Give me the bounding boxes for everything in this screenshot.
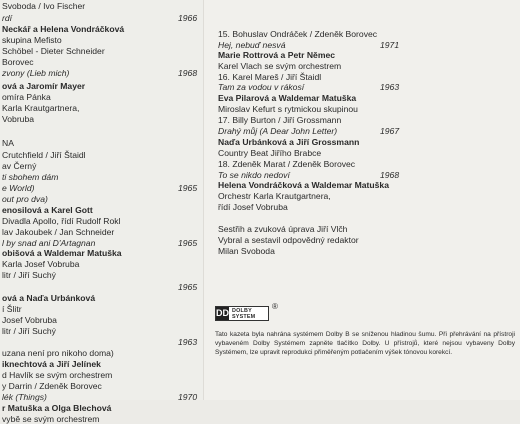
left-track-line: lav Jakoubek / Jan Schneider: [2, 227, 115, 237]
left-year-label: 1965: [178, 282, 198, 292]
dolby-logo: [215, 306, 269, 321]
left-track-line: Borovec: [2, 57, 34, 67]
right-year-label: 1971: [380, 40, 400, 50]
left-year-label: 1963: [178, 337, 198, 347]
left-track-line: omíra Pánka: [2, 92, 51, 102]
left-track-line: zvony (Lieb mich): [2, 68, 70, 78]
left-track-line: Vobruba: [2, 114, 35, 124]
left-track-line: e World): [2, 183, 35, 193]
left-year-label: 1968: [178, 68, 198, 78]
left-panel: [0, 0, 204, 424]
right-track-line: Milan Svoboda: [218, 246, 275, 256]
right-year-label: 1968: [380, 170, 400, 180]
dolby-note: Tato kazeta byla nahrána systémem Dolby B se sníženou hladinou šumu. Při přehrávání na přístroji vybaveném Dolby Systémem zapněte tlačítko Dolby. U přístrojů, které nejsou vybaveny Dolby Systémem, lze upravit reprodukci přiměřeným potlačením výšek tónovou korekcí.: [215, 331, 515, 356]
left-track-line: enosilová a Karel Gott: [2, 205, 93, 215]
right-track-line: 15. Bohuslav Ondráček / Zdeněk Borovec: [218, 29, 378, 39]
left-year-label: 1965: [178, 238, 198, 248]
left-track-line: iknechtová a Jiří Jelínek: [2, 359, 101, 369]
left-track-line: Karla Josef Vobruba: [2, 259, 80, 269]
left-track-line: í Šlitr: [2, 304, 22, 314]
left-track-line: rdí: [2, 13, 13, 23]
left-track-line: Neckář a Helena Vondráčková: [2, 24, 125, 34]
right-track-line: Sestřih a zvuková úprava Jiří Vlčh: [218, 224, 348, 234]
right-year-label: 1967: [380, 126, 400, 136]
left-track-line: ti sbohem dám: [2, 172, 59, 182]
left-track-line: uzana není pro nikoho doma): [2, 348, 114, 358]
right-track-line: Marie Rottrová a Petr Němec: [218, 50, 336, 60]
right-year-label: 1963: [380, 82, 400, 92]
left-track-line: Divadla Apollo, řídí Rudolf Rokl: [2, 216, 121, 226]
left-track-line: r Matuška a Olga Blechová: [2, 403, 112, 413]
left-track-line: litr / Jiří Suchý: [2, 326, 56, 336]
left-year-label: 1966: [178, 13, 198, 23]
right-track-line: Country Beat Jiřího Brabce: [218, 148, 322, 158]
right-track-line: Drahý můj (A Dear John Letter): [218, 126, 338, 136]
right-track-line: Hej, nebuď nesvá: [218, 40, 286, 50]
right-track-line: Vybral a sestavil odpovědný redaktor: [218, 235, 359, 245]
right-track-line: Naďa Urbánková a Jiří Grossmann: [218, 137, 360, 147]
left-track-line: Crutchfield / Jiří Štaidl: [2, 150, 86, 160]
left-track-line: Schöbel - Dieter Schneider: [2, 46, 105, 56]
left-track-line: Josef Vobruba: [2, 315, 57, 325]
right-track-line: Tam za vodou v rákosí: [218, 82, 305, 92]
left-track-line: av Černý: [2, 161, 37, 171]
dolby-double-d-icon: DD: [216, 308, 229, 318]
left-track-line: obišová a Waldemar Matuška: [2, 248, 122, 258]
left-track-line: y Darrin / Zdeněk Borovec: [2, 381, 102, 391]
right-track-line: Eva Pilarová a Waldemar Matuška: [218, 93, 357, 103]
right-track-line: 16. Karel Mareš / Jiří Štaidl: [218, 72, 322, 82]
right-track-line: Karel Vlach se svým orchestrem: [218, 61, 342, 71]
right-track-line: Miroslav Kefurt s rytmickou skupinou: [218, 104, 358, 114]
left-track-line: skupina Mefisto: [2, 35, 62, 45]
left-track-line: vybě se svým orchestrem: [2, 414, 100, 424]
left-year-label: 1970: [178, 392, 198, 402]
left-track-line: d Havlík se svým orchestrem: [2, 370, 113, 380]
right-track-line: Orchestr Karla Krautgartnera,: [218, 191, 331, 201]
left-year-label: 1965: [178, 183, 198, 193]
right-track-line: To se nikdo nedoví: [218, 170, 290, 180]
right-track-line: Helena Vondráčková a Waldemar Matuška: [218, 180, 389, 190]
left-track-line: out pro dva): [2, 194, 48, 204]
right-track-line: 18. Zdeněk Marat / Zdeněk Borovec: [218, 159, 356, 169]
left-track-line: litr / Jiří Suchý: [2, 270, 56, 280]
left-track-line: l by snad ani D'Artagnan: [2, 238, 96, 248]
registered-mark: ®: [272, 302, 278, 311]
right-track-line: 17. Billy Burton / Jiří Grossmann: [218, 115, 342, 125]
left-track-line: NA: [2, 138, 14, 148]
left-track-line: ová a Jaromír Mayer: [2, 81, 86, 91]
left-track-line: Svoboda / Ivo Fischer: [2, 1, 86, 11]
left-track-line: Karla Krautgartnera,: [2, 103, 80, 113]
left-track-line: ová a Naďa Urbánková: [2, 293, 96, 303]
dolby-label: DOLBY SYSTEM: [232, 307, 256, 320]
left-track-line: lék (Things): [2, 392, 47, 402]
right-track-line: řídí Josef Vobruba: [218, 202, 288, 212]
